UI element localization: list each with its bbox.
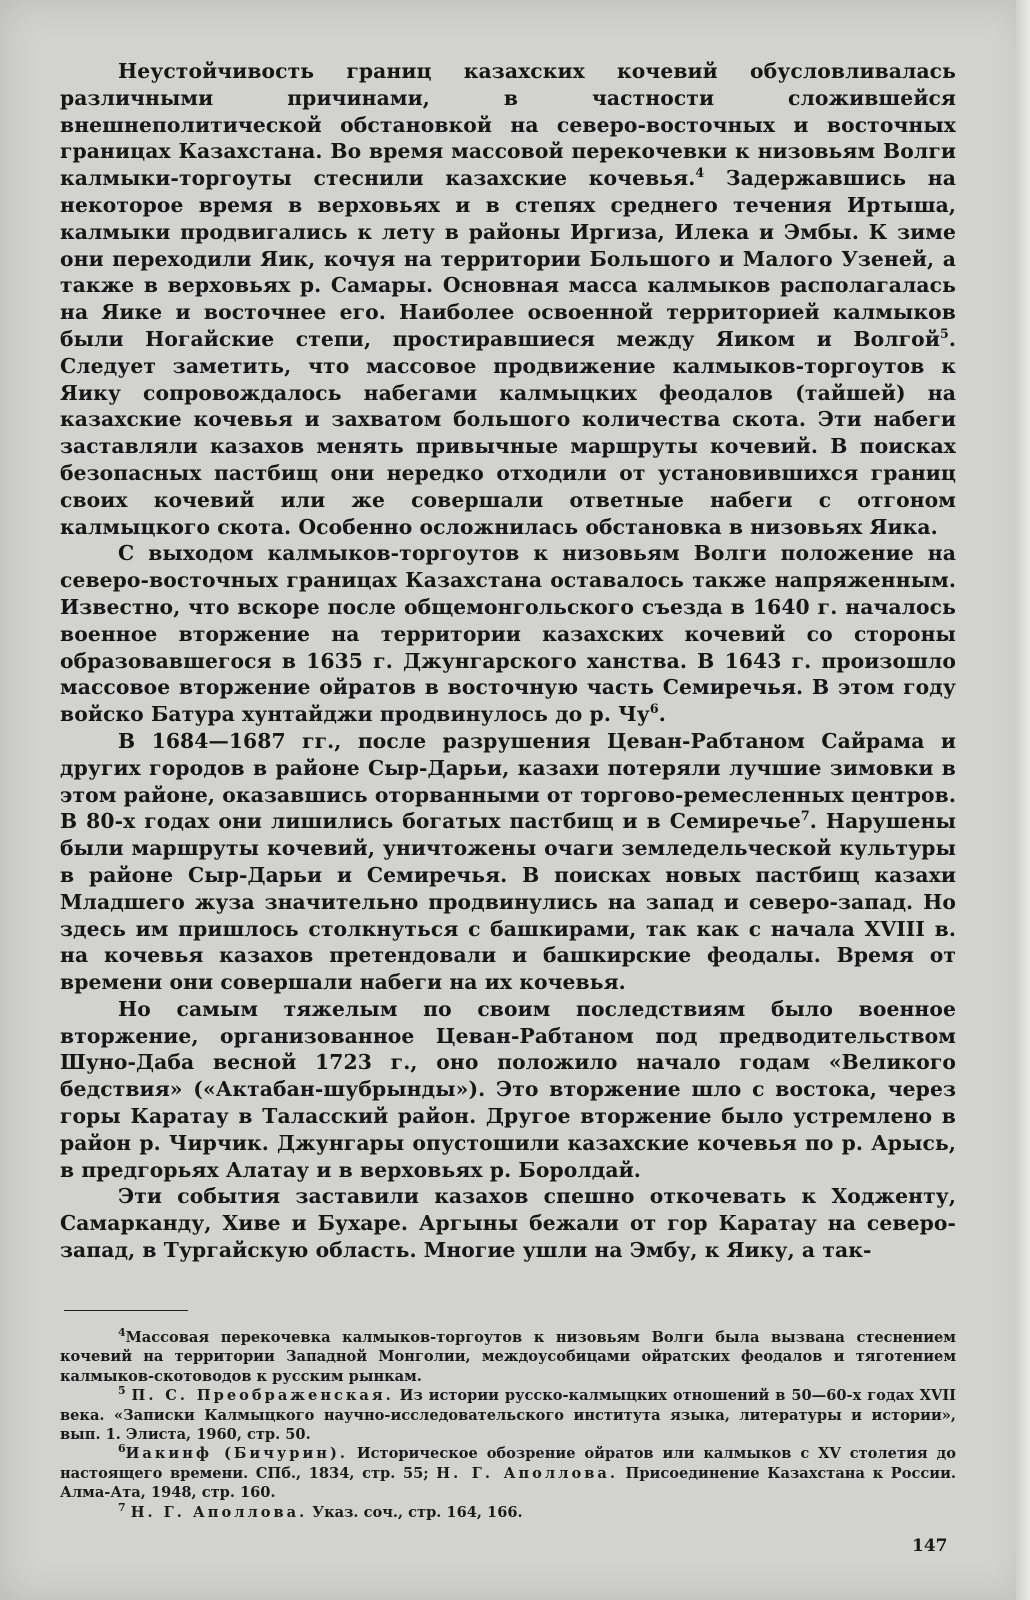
paragraph-3: В 1684—1687 гг., после разрушения Цеван-Рабтаном Сайрама и других городов в районе Сыр-Дарьи, казахи потеряли лучшие зимовки в этом районе, оказавшись оторванными от торгово-ремесленных центров. В 80-х годах они лишились богатых пастбищ и в Семиречье$^7$. Нарушены были маршруты кочевий, уничтожены очаги земледельческой культуры в районе Сыр-Дарьи и Семиречья. В поисках новых пастбищ казахи Младшего жуза значительно продвинулись на запад и северо-запад. Но здесь им пришлось столкнуться с башкирами, так как с начала XVIII в. на кочевья казахов претендовали и башкирские феодалы. Время от времени они совершали набеги на их кочевья. (60, 728, 956, 995)
footnote-ref-4[interactable]: 4 (695, 165, 705, 181)
footnotes (60, 1328, 956, 1522)
page-number: 147 (912, 1536, 948, 1556)
footnote-7: $^7$ Н. Г. Аполлова. Указ. соч., стр. 164, 166. (118, 1500, 523, 1521)
paragraph-1: Неустойчивость границ казахских кочевий обусловливалась различными причинами, в частности сложившейся внешнеполитической обстановкой на северо-восточных и восточных границах Казахстана. Во время массовой перекочевки к низовьям Волги калмыки-торгоуты стеснили казахские кочевья.$^4$ Задержавшись на некоторое время в верховьях и в степях среднего течения Иртыша, калмыки продвигались к лету в районы Иргиза, Илека и Эмбы. К зиме они переходили Яик, кочуя на территории Большого и Малого Узеней, а также в верховьях р. Самары. Основная масса калмыков располагалась на Яике и восточнее его. Наиболее освоенной территорией калмыков были Ногайские степи, простиравшиеся между Яиком и Волгой$^5$. Следует заметить, что массовое продвижение калмыков-торгоутов к Яику сопровождалось набегами калмыцких феодалов (тайшей) на казахские кочевья и захватом большого количества скота. Эти набеги заставляли казахов менять привычные маршруты кочевий. В поисках безопасных пастбищ они нередко отходили от установившихся границ своих кочевий или же совершали ответные набеги с отгоном калмыцкого скота. Особенно осложнилась обстановка в низовьях Яика. (60, 59, 956, 539)
footnote-divider (64, 1310, 188, 1311)
main-text (60, 58, 956, 1264)
page-edge (1016, 0, 1030, 1600)
footnote-ref-7[interactable]: 7 (800, 808, 810, 824)
footnote-5: $^5$ П. С. Преображенская. Из истории русско-калмыцких отношений в 50—60-х годах XVII века. «Записки Калмыцкого научно-исследовательского института языка, литературы и истории», вып. 1. Элиста, 1960, стр. 50. (60, 1384, 956, 1444)
footnote-6: $^6$Иакинф (Бичурин). Историческое обозрение ойратов или калмыков с XV столетия до настоящего времени. СПб., 1834, стр. 55; Н. Г. Аполлова. Присоединение Казахстана к России. Алма-Ата, 1948, стр. 160. (60, 1442, 956, 1502)
footnote-ref-6[interactable]: 6 (649, 701, 659, 717)
paragraph-2: С выходом калмыков-торгоутов к низовьям Волги положение на северо-восточных границах Казахстана оставалось также напряженным. Известно, что вскоре после общемонгольского съезда в 1640 г. началось военное вторжение на территории казахских кочевий со стороны образовавшегося в 1635 г. Джунгарского ханства. В 1643 г. произошло массовое вторжение ойратов в восточную часть Семиречья. В этом году войско Батура хунтайджи продвинулось до р. Чу$^6$. (60, 541, 956, 727)
paragraph-5: Эти события заставили казахов спешно откочевать к Ходженту, Самарканду, Хиве и Бухаре. Аргыны бежали от гор Каратау на северо-запад, в Тургайскую область. Многие ушли на Эмбу, к Яику, а так- (60, 1184, 956, 1263)
paragraph-4: Но самым тяжелым по своим последствиям было военное вторжение, организованное Цеван-Рабтаном под предводительством Шуно-Даба весной 1723 г., оно положило начало годам «Великого бедствия» («Актабан-шубрынды»). Это вторжение шло с востока, через горы Каратау в Таласский район. Другое вторжение было устремлено в район р. Чирчик. Джунгары опустошили казахские кочевья по р. Арысь, в предгорьях Алатау и в верховьях р. Боролдай. (60, 996, 956, 1182)
footnote-4: $^4$Массовая перекочевка калмыков-торгоутов к низовьям Волги была вызвана стеснением кочевий на территории Западной Монголии, междоусобицами ойратских феодалов и тяготением калмыков-скотоводов к русским рынкам. (60, 1326, 956, 1385)
footnote-ref-5[interactable]: 5 (939, 326, 949, 342)
